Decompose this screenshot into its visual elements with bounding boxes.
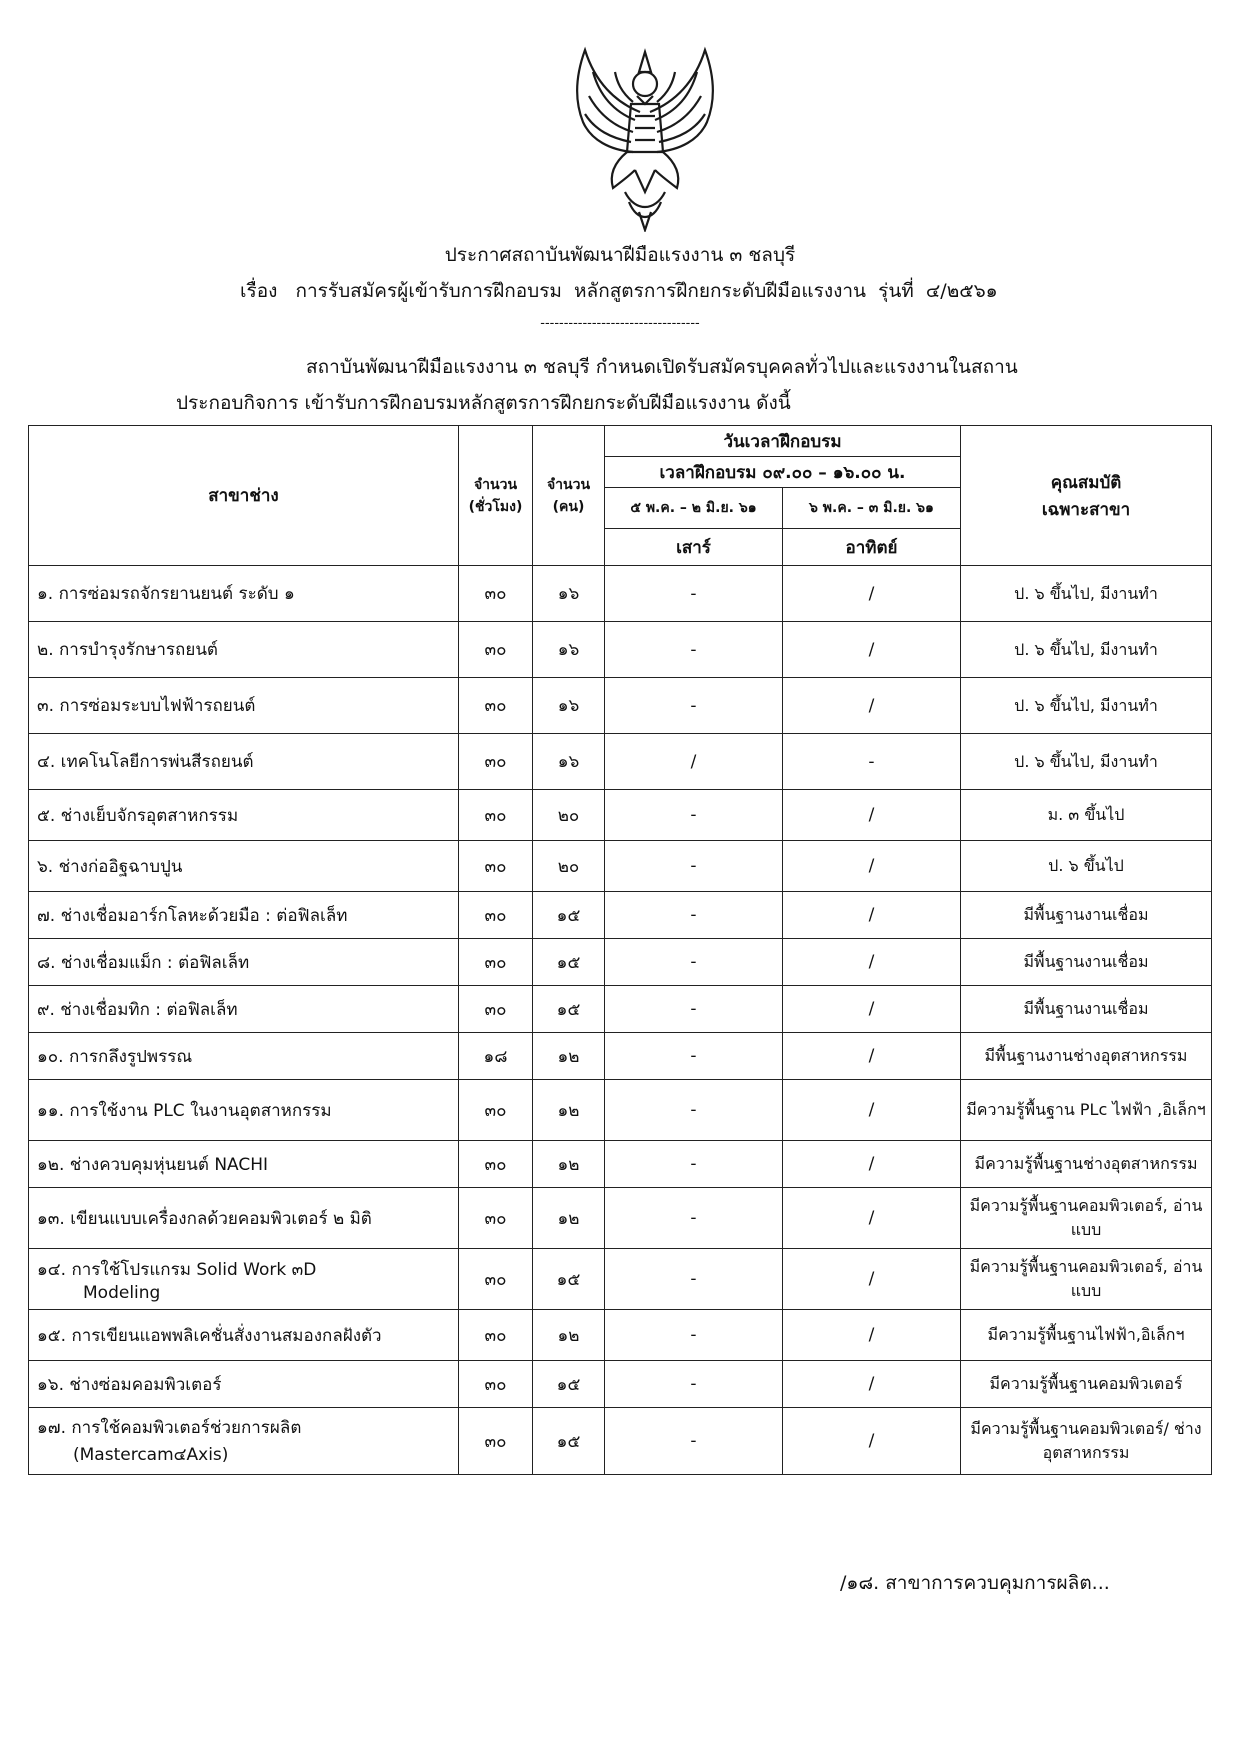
qualification: ป. ๖ ขึ้นไป, มีงานทำ xyxy=(961,734,1212,790)
qualification: มีความรู้พื้นฐานคอมพิวเตอร์, อ่านแบบ xyxy=(961,1188,1212,1249)
branch-name xyxy=(29,1249,459,1310)
table-row xyxy=(29,790,1212,841)
hours-value: ๓๐ xyxy=(459,1361,533,1408)
announcement-title: ประกาศสถาบันพัฒนาฝีมือแรงงาน ๓ ชลบุรี xyxy=(444,244,796,266)
saturday-mark: - xyxy=(605,1408,783,1475)
people-value: ๑๖ xyxy=(533,734,605,790)
header-qualification-line2: เฉพาะสาขา xyxy=(1041,499,1131,520)
people-value: ๑๕ xyxy=(533,939,605,986)
saturday-mark: / xyxy=(605,734,783,790)
branch-name: ๑๐. การกลึงรูปพรรณ xyxy=(29,1033,459,1080)
qualification: มีความรู้พื้นฐานไฟฟ้า,อิเล็กฯ xyxy=(961,1310,1212,1361)
sunday-mark: / xyxy=(783,790,961,841)
hours-value: ๑๘ xyxy=(459,1033,533,1080)
saturday-mark: - xyxy=(605,1080,783,1141)
branch-name: ๑. การซ่อมรถจักรยานยนต์ ระดับ ๑ xyxy=(29,566,459,622)
divider-line: ---------------------------------- xyxy=(540,316,700,331)
sunday-mark: - xyxy=(783,734,961,790)
branch-name: ๑๖. ช่างซ่อมคอมพิวเตอร์ xyxy=(29,1361,459,1408)
qualification: มีความรู้พื้นฐานคอมพิวเตอร์/ ช่างอุตสาหกรรม xyxy=(961,1408,1212,1475)
qualification: มีความรู้พื้นฐานช่างอุตสาหกรรม xyxy=(961,1141,1212,1188)
table-row xyxy=(29,892,1212,939)
people-value: ๑๕ xyxy=(533,1408,605,1475)
branch-name: ๔. เทคโนโลยีการพ่นสีรถยนต์ xyxy=(29,734,459,790)
qualification: ป. ๖ ขึ้นไป, มีงานทำ xyxy=(961,678,1212,734)
saturday-mark: - xyxy=(605,939,783,986)
saturday-mark: - xyxy=(605,1188,783,1249)
table-row xyxy=(29,1249,1212,1310)
sunday-mark: / xyxy=(783,841,961,892)
qualification: มีพื้นฐานงานช่างอุตสาหกรรม xyxy=(961,1033,1212,1080)
sunday-mark: / xyxy=(783,892,961,939)
hours-value: ๓๐ xyxy=(459,1408,533,1475)
table-row xyxy=(29,1408,1212,1475)
table-row xyxy=(29,1310,1212,1361)
saturday-mark: - xyxy=(605,1249,783,1310)
hours-value: ๓๐ xyxy=(459,892,533,939)
branch-name xyxy=(29,1408,459,1475)
table-row xyxy=(29,1141,1212,1188)
qualification: มีความรู้พื้นฐานคอมพิวเตอร์, อ่านแบบ xyxy=(961,1249,1212,1310)
table-row xyxy=(29,1033,1212,1080)
people-value: ๑๒ xyxy=(533,1080,605,1141)
saturday-mark: - xyxy=(605,841,783,892)
qualification: ป. ๖ ขึ้นไป, มีงานทำ xyxy=(961,622,1212,678)
people-value: ๑๕ xyxy=(533,1361,605,1408)
hours-value: ๓๐ xyxy=(459,1141,533,1188)
sunday-mark: / xyxy=(783,939,961,986)
branch-name: ๒. การบำรุงรักษารถยนต์ xyxy=(29,622,459,678)
table-row xyxy=(29,678,1212,734)
branch-name-line1: ๑๗. การใช้คอมพิวเตอร์ช่วยการผลิต xyxy=(37,1418,302,1438)
people-value: ๒๐ xyxy=(533,790,605,841)
people-value: ๑๒ xyxy=(533,1033,605,1080)
table-row xyxy=(29,734,1212,790)
sunday-mark: / xyxy=(783,1361,961,1408)
saturday-mark: - xyxy=(605,622,783,678)
saturday-mark: - xyxy=(605,566,783,622)
qualification: ป. ๖ ขึ้นไป, มีงานทำ xyxy=(961,566,1212,622)
header-people: จำนวน (คน) xyxy=(533,426,605,566)
table-row xyxy=(29,1361,1212,1408)
people-value: ๑๕ xyxy=(533,1249,605,1310)
people-value: ๑๖ xyxy=(533,678,605,734)
saturday-mark: - xyxy=(605,986,783,1033)
branch-name-line1: ๑๔. การใช้โปรแกรม Solid Work ๓D xyxy=(37,1259,317,1280)
qualification: มีพื้นฐานงานเชื่อม xyxy=(961,986,1212,1033)
hours-value: ๓๐ xyxy=(459,939,533,986)
table-row xyxy=(29,939,1212,986)
people-value: ๑๕ xyxy=(533,986,605,1033)
saturday-mark: - xyxy=(605,1141,783,1188)
saturday-mark: - xyxy=(605,892,783,939)
table-row xyxy=(29,986,1212,1033)
people-value: ๑๒ xyxy=(533,1188,605,1249)
garuda-emblem-icon xyxy=(555,42,735,232)
sunday-mark: / xyxy=(783,1141,961,1188)
sunday-mark: / xyxy=(783,1249,961,1310)
intro-paragraph-line2: ประกอบกิจการ เข้ารับการฝึกอบรมหลักสูตรการฝึกยกระดับฝีมือแรงงาน ดังนี้ xyxy=(176,392,791,414)
people-value: ๑๕ xyxy=(533,892,605,939)
header-branch: สาขาช่าง xyxy=(29,426,459,566)
table-row xyxy=(29,1080,1212,1141)
sunday-mark: / xyxy=(783,986,961,1033)
table-row xyxy=(29,566,1212,622)
branch-name: ๖. ช่างก่ออิฐฉาบปูน xyxy=(29,841,459,892)
hours-value: ๓๐ xyxy=(459,1188,533,1249)
sunday-mark: / xyxy=(783,1310,961,1361)
header-qualification-line1: คุณสมบัติ xyxy=(1050,472,1122,493)
branch-name: ๑๑. การใช้งาน PLC ในงานอุตสาหกรรม xyxy=(29,1080,459,1141)
table-row xyxy=(29,1188,1212,1249)
hours-value: ๓๐ xyxy=(459,734,533,790)
hours-value: ๓๐ xyxy=(459,622,533,678)
people-value: ๑๖ xyxy=(533,566,605,622)
sunday-mark: / xyxy=(783,1080,961,1141)
qualification: ป. ๖ ขึ้นไป xyxy=(961,841,1212,892)
intro-paragraph-line1: สถาบันพัฒนาฝีมือแรงงาน ๓ ชลบุรี กำหนดเปิดรับสมัครบุคคลทั่วไปและแรงงานในสถาน xyxy=(306,356,1018,378)
qualification: มีพื้นฐานงานเชื่อม xyxy=(961,892,1212,939)
sunday-mark: / xyxy=(783,566,961,622)
people-value: ๑๒ xyxy=(533,1310,605,1361)
people-value: ๒๐ xyxy=(533,841,605,892)
header-day-sunday: อาทิตย์ xyxy=(783,529,961,566)
hours-value: ๓๐ xyxy=(459,986,533,1033)
branch-name: ๑๓. เขียนแบบเครื่องกลด้วยคอมพิวเตอร์ ๒ มิติ xyxy=(29,1188,459,1249)
saturday-mark: - xyxy=(605,1361,783,1408)
hours-value: ๓๐ xyxy=(459,1249,533,1310)
hours-value: ๓๐ xyxy=(459,1080,533,1141)
announcement-subject: เรื่อง การรับสมัครผู้เข้ารับการฝึกอบรม หลักสูตรการฝึกยกระดับฝีมือแรงงาน รุ่นที่ ๔/๒๕๖๑ xyxy=(240,280,998,302)
header-time: เวลาฝึกอบรม ๐๙.๐๐ – ๑๖.๐๐ น. xyxy=(605,457,961,488)
sunday-mark: / xyxy=(783,1188,961,1249)
hours-value: ๓๐ xyxy=(459,790,533,841)
qualification: มีความรู้พื้นฐาน PLc ไฟฟ้า ,อิเล็กฯ xyxy=(961,1080,1212,1141)
sunday-mark: / xyxy=(783,1408,961,1475)
hours-value: ๓๐ xyxy=(459,566,533,622)
saturday-mark: - xyxy=(605,1033,783,1080)
branch-name: ๕. ช่างเย็บจักรอุตสาหกรรม xyxy=(29,790,459,841)
branch-name: ๑๒. ช่างควบคุมหุ่นยนต์ NACHI xyxy=(29,1141,459,1188)
header-qualification xyxy=(961,426,1212,566)
saturday-mark: - xyxy=(605,1310,783,1361)
branch-name: ๑๕. การเขียนแอพพลิเคชั่นสั่งงานสมองกลฝังตัว xyxy=(29,1310,459,1361)
page-continuation-note: /๑๘. สาขาการควบคุมการผลิต... xyxy=(840,1572,1110,1594)
header-date-saturday: ๕ พ.ค. – ๒ มิ.ย. ๖๑ xyxy=(605,488,783,529)
header-schedule: วันเวลาฝึกอบรม xyxy=(605,426,961,457)
header-hours: จำนวน (ชั่วโมง) xyxy=(459,426,533,566)
branch-name: ๙. ช่างเชื่อมทิก : ต่อฟิลเล็ท xyxy=(29,986,459,1033)
qualification: มีพื้นฐานงานเชื่อม xyxy=(961,939,1212,986)
sunday-mark: / xyxy=(783,1033,961,1080)
training-schedule-table xyxy=(28,425,1212,1475)
saturday-mark: - xyxy=(605,790,783,841)
header-day-saturday: เสาร์ xyxy=(605,529,783,566)
people-value: ๑๒ xyxy=(533,1141,605,1188)
header-date-sunday: ๖ พ.ค. – ๓ มิ.ย. ๖๑ xyxy=(783,488,961,529)
qualification: มีความรู้พื้นฐานคอมพิวเตอร์ xyxy=(961,1361,1212,1408)
table-row xyxy=(29,841,1212,892)
saturday-mark: - xyxy=(605,678,783,734)
branch-name-line2: (Mastercam๔Axis) xyxy=(73,1445,229,1465)
hours-value: ๓๐ xyxy=(459,1310,533,1361)
branch-name-line2: Modeling xyxy=(83,1282,161,1303)
sunday-mark: / xyxy=(783,622,961,678)
sunday-mark: / xyxy=(783,678,961,734)
people-value: ๑๖ xyxy=(533,622,605,678)
branch-name: ๓. การซ่อมระบบไฟฟ้ารถยนต์ xyxy=(29,678,459,734)
hours-value: ๓๐ xyxy=(459,841,533,892)
branch-name: ๘. ช่างเชื่อมแม็ก : ต่อฟิลเล็ท xyxy=(29,939,459,986)
table-row xyxy=(29,622,1212,678)
branch-name: ๗. ช่างเชื่อมอาร์กโลหะด้วยมือ : ต่อฟิลเล็ท xyxy=(29,892,459,939)
hours-value: ๓๐ xyxy=(459,678,533,734)
qualification: ม. ๓ ขึ้นไป xyxy=(961,790,1212,841)
